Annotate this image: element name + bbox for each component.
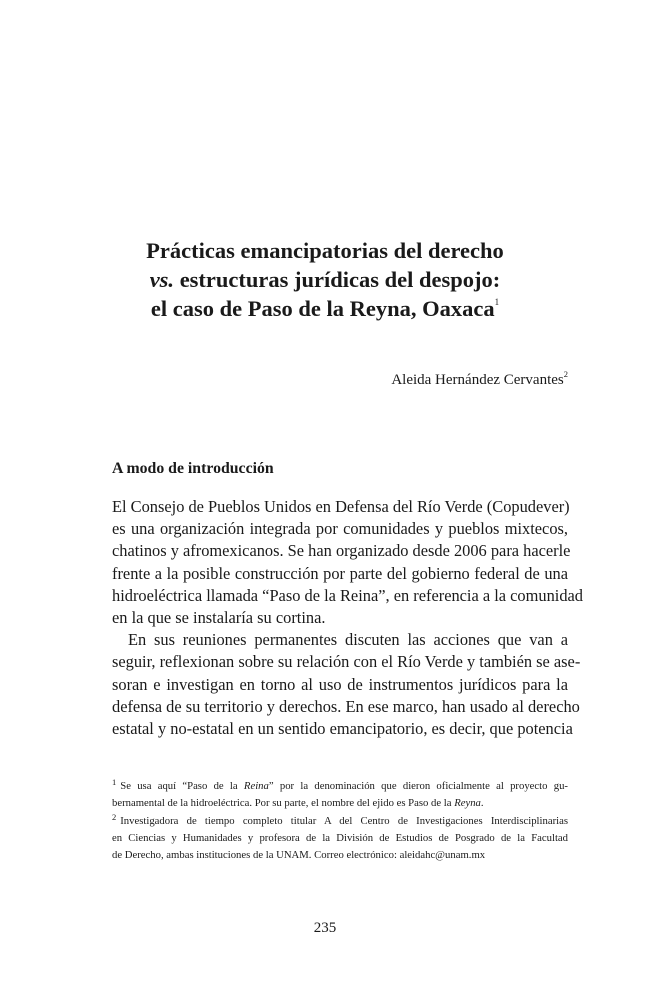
body-text bbox=[112, 496, 583, 740]
footnote-1-text-d: . bbox=[480, 797, 484, 810]
footnote-1-text-a: Se usa aquí “Paso de la bbox=[120, 780, 244, 792]
chapter-title bbox=[60, 236, 590, 323]
author-footnote-ref[interactable]: 2 bbox=[563, 369, 568, 379]
title-line-2 bbox=[60, 265, 590, 294]
paragraph-2-line-1: En sus reuniones permanentes discuten las acciones que van a bbox=[128, 630, 568, 650]
title-line-3 bbox=[60, 294, 590, 323]
footnotes bbox=[112, 778, 568, 864]
footnote-2-line-1 bbox=[112, 813, 568, 830]
section-heading: A modo de introducción bbox=[112, 460, 274, 477]
paragraph-2-line-3: soran e investigan en torno al uso de instrumentos jurídicos para la bbox=[112, 674, 568, 694]
footnote-1-italic-reyna: Reyna bbox=[454, 797, 481, 810]
footnote-2-number: 2 bbox=[112, 811, 117, 822]
footnote-1-number: 1 bbox=[112, 777, 117, 787]
footnote-1-line-1 bbox=[112, 778, 568, 795]
title-footnote-ref[interactable]: 1 bbox=[494, 297, 500, 307]
paragraph-2-line-4: defensa de su territorio y derechos. En ese marco, han usado al derecho bbox=[112, 696, 580, 716]
footnote-2-line-2: en Ciencias y Humanidades y profesora de la División de Estudios de Posgrado de la Facultad bbox=[112, 831, 568, 844]
paragraph-1-line-5: hidroeléctrica llamada “Paso de la Reina”, en referencia a la comunidad bbox=[112, 585, 583, 605]
paragraph-1-line-4: frente a la posible construcción por parte del gobierno federal de una bbox=[112, 563, 568, 583]
paragraph-2-line-5: estatal y no-estatal en un sentido emancipatorio, es decir, que potencia bbox=[112, 718, 573, 738]
paragraph-1-line-2: es una organización integrada por comunidades y pueblos mixtecos, bbox=[112, 519, 568, 539]
title-line-1: Prácticas emancipatorias del derecho bbox=[146, 238, 504, 263]
author-byline bbox=[300, 370, 568, 390]
footnote-2-text-1: Investigadora de tiempo completo titular A del Centro de Investigaciones Interdisciplinarias bbox=[120, 814, 568, 827]
title-line-2-text: estructuras jurídicas del despojo: bbox=[174, 267, 501, 292]
title-italic-vs: vs. bbox=[149, 267, 175, 292]
paragraph-2-line-2: seguir, reflexionan sobre su relación con el Río Verde y también se ase- bbox=[112, 652, 581, 672]
footnote-1-italic-reina: Reina bbox=[243, 780, 269, 792]
title-line-3-text: el caso de Paso de la Reyna, Oaxaca bbox=[150, 296, 495, 321]
page-number: 235 bbox=[313, 920, 337, 936]
footnote-1-line-2 bbox=[112, 795, 568, 812]
paragraph-1-line-1: El Consejo de Pueblos Unidos en Defensa del Río Verde (Copudever) bbox=[112, 497, 570, 516]
footnote-1-text-b: ” por la denominación que dieron oficialmente al proyecto gu- bbox=[268, 780, 568, 792]
paragraph-1-line-3: chatinos y afromexicanos. Se han organizado desde 2006 para hacerle bbox=[112, 541, 571, 561]
footnote-2-line-3: de Derecho, ambas instituciones de la UNAM. Correo electrónico: aleidahc@unam.mx bbox=[112, 849, 486, 862]
author-name: Aleida Hernández Cervantes bbox=[391, 372, 564, 388]
paragraph-1-line-6: en la que se instalaría su cortina. bbox=[112, 607, 326, 627]
footnote-1-text-c: bernamental de la hidroeléctrica. Por su parte, el nombre del ejido es Paso de la bbox=[112, 797, 455, 810]
